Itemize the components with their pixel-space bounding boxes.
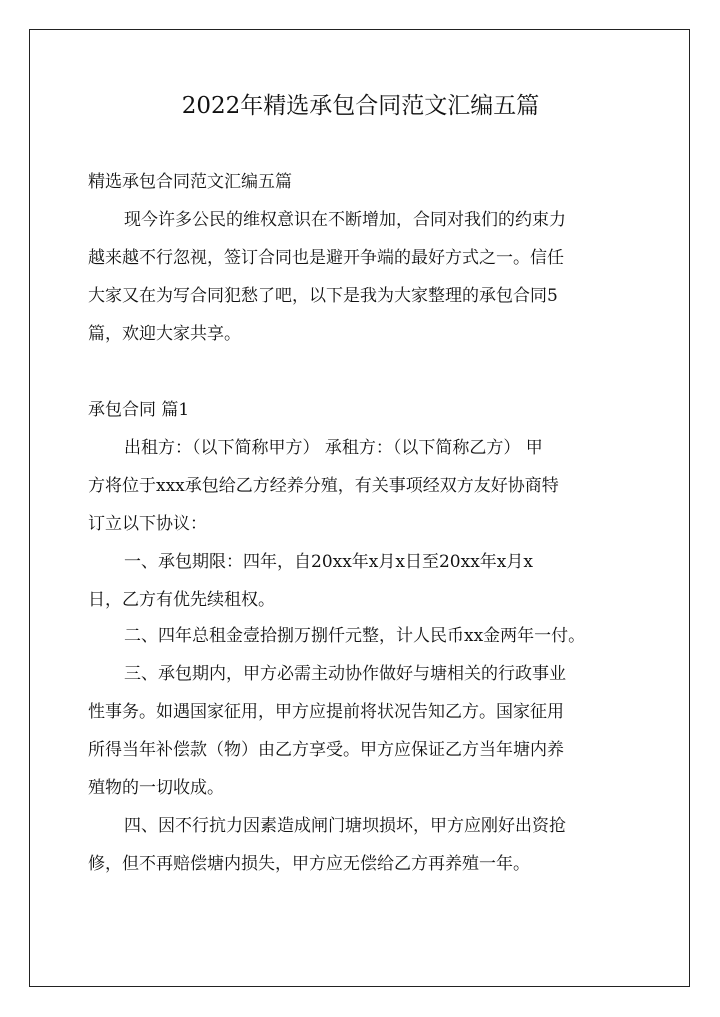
subtitle-line: 精选承包合同范文汇编五篇 [88, 172, 292, 192]
para1-line-2: 方将位于xxx承包给乙方经养分殖，有关事项经双方友好协商特 [88, 476, 559, 496]
intro-line-1: 现今许多公民的维权意识在不断增加，合同对我们的约束力 [124, 210, 566, 230]
intro-line-4: 篇，欢迎大家共享。 [88, 324, 241, 344]
intro-line-2: 越来越不行忽视，签订合同也是避开争端的最好方式之一。信任 [88, 248, 564, 268]
para1-line-1: 出租方：（以下简称甲方） 承租方：（以下简称乙方） 甲 [124, 438, 543, 458]
document-title: 2022年精选承包合同范文汇编五篇 [181, 93, 540, 119]
clause1-line-1: 一、承包期限：四年，自20xx年x月x日至20xx年x月x [124, 552, 533, 572]
section-heading: 承包合同 篇1 [88, 400, 190, 420]
clause3-line-2: 性事务。如遇国家征用，甲方应提前将状况告知乙方。国家征用 [88, 702, 564, 722]
intro-line-3: 大家又在为写合同犯愁了吧，以下是我为大家整理的承包合同5 [88, 286, 558, 306]
clause3-line-4: 殖物的一切收成。 [88, 778, 224, 798]
clause1-line-2: 日，乙方有优先续租权。 [88, 590, 275, 610]
clause3-line-1: 三、承包期内，甲方必需主动协作做好与塘相关的行政事业 [124, 664, 566, 684]
clause4-line-2: 修，但不再赔偿塘内损失，甲方应无偿给乙方再养殖一年。 [88, 854, 530, 874]
clause3-line-3: 所得当年补偿款（物）由乙方享受。甲方应保证乙方当年塘内养 [88, 740, 564, 760]
para1-line-3: 订立以下协议： [88, 514, 207, 534]
clause2-line-1: 二、四年总租金壹拾捌万捌仟元整，计人民币xx金两年一付。 [124, 626, 586, 646]
clause4-line-1: 四、因不行抗力因素造成闸门塘坝损坏，甲方应刚好出资抢 [124, 816, 566, 836]
